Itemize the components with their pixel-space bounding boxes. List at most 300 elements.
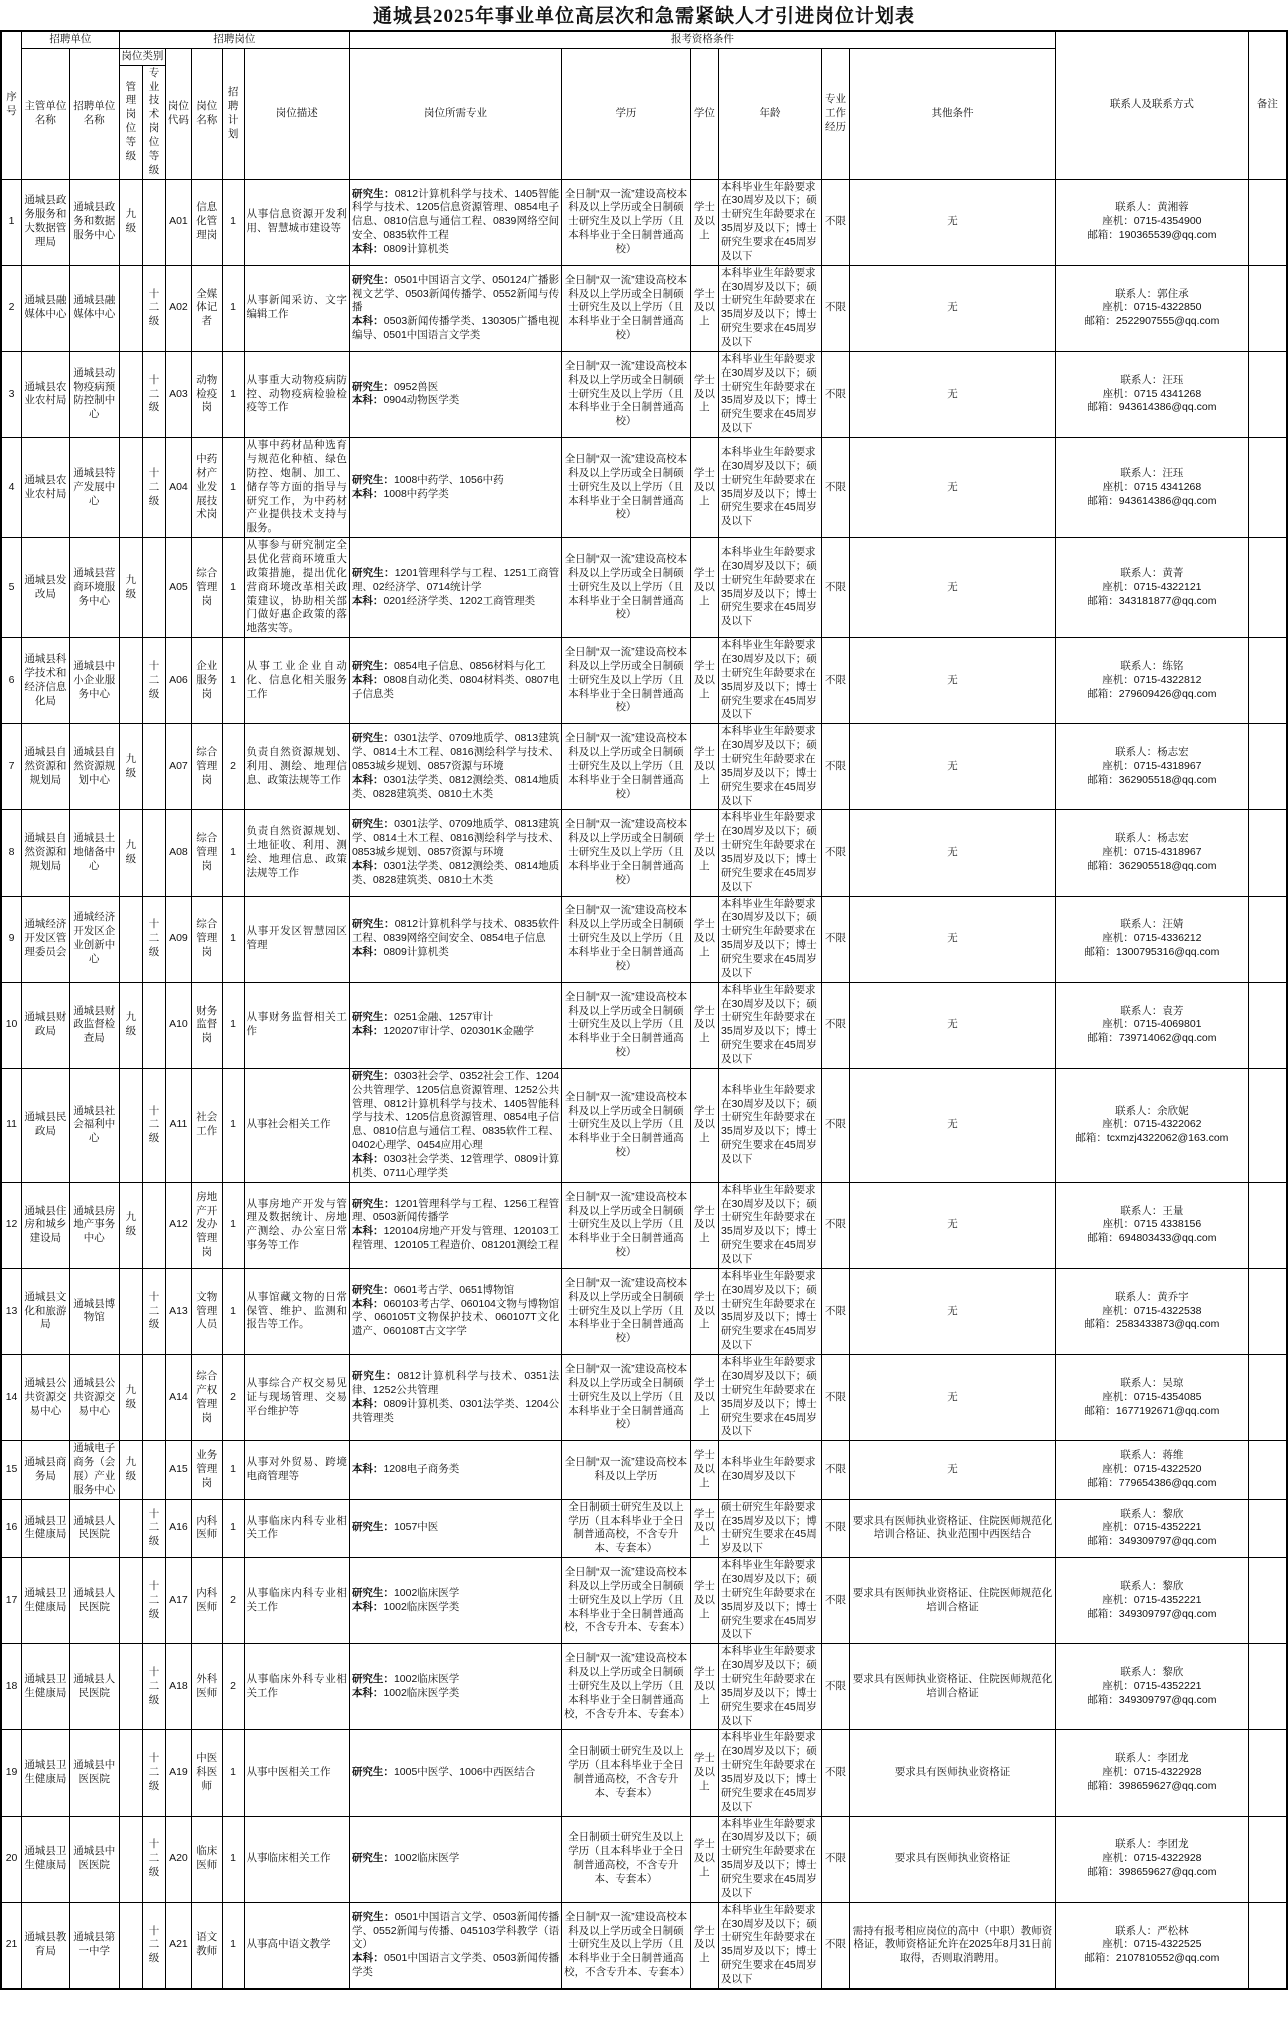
contact-phone: 座机：0715-4354900 <box>1102 215 1202 228</box>
cell-plan-count: 1 <box>222 1068 244 1182</box>
table-row <box>1 179 1287 265</box>
cell-supervisor-unit: 通城县卫生健康局 <box>22 1730 70 1816</box>
contact-name: 联系人：黄菁 <box>1120 566 1184 579</box>
cell-management-grade <box>119 265 142 351</box>
major-undergraduate-line <box>352 243 559 257</box>
cell-age: 本科毕业生年龄要求在30周岁及以下；硕士研究生年龄要求在35周岁及以下；博士研究生要求在45周岁及以下 <box>719 438 822 538</box>
major-undergraduate-label: 本科： <box>351 1600 384 1613</box>
major-graduate-value: 0812计算机科学与技术、0351法律、1252公共管理 <box>351 1369 560 1396</box>
major-undergraduate-label: 本科： <box>351 594 384 607</box>
cell-degree: 学士及以上 <box>690 1816 718 1902</box>
major-undergraduate-line <box>352 1601 559 1615</box>
major-graduate-line <box>352 1911 559 1953</box>
cell-work-experience: 不限 <box>821 1644 849 1730</box>
cell-contact <box>1055 638 1248 724</box>
cell-post-code: A21 <box>166 1902 192 1989</box>
cell-age: 本科毕业生年龄要求在30周岁及以下；硕士研究生年龄要求在35周岁及以下；博士研究生要求在45周岁及以下 <box>719 810 822 896</box>
major-undergraduate-label: 本科： <box>351 394 384 407</box>
cell-work-experience: 不限 <box>821 1068 849 1182</box>
cell-education: 全日制“双一流”建设高校本科及以上学历或全日制硕士研究生及以上学历（且本科毕业于全日制普通高校） <box>562 179 691 265</box>
major-undergraduate-line <box>352 774 559 802</box>
major-graduate-line <box>352 660 559 674</box>
cell-contact <box>1055 538 1248 638</box>
contact-phone: 座机：0715-4322062 <box>1102 1118 1202 1131</box>
cell-supervisor-unit: 通城县自然资源和规划局 <box>22 810 70 896</box>
cell-post-description: 从事新闻采访、文字编辑工作 <box>244 265 349 351</box>
cell-education: 全日制“双一流”建设高校本科及以上学历或全日制硕士研究生及以上学历（且本科毕业于全日制普通高校） <box>562 1182 691 1268</box>
major-graduate-value: 0501中国语言文学、0503新闻传播学、0552新闻与传播、045103学科教学（语文） <box>351 1910 560 1951</box>
major-graduate-line <box>352 1852 559 1866</box>
cell-other-conditions: 无 <box>850 351 1056 437</box>
contact-email: 邮箱：349309797@qq.com <box>1087 1607 1217 1620</box>
cell-post-code: A02 <box>166 265 192 351</box>
major-undergraduate-line <box>352 1025 559 1039</box>
cell-work-experience: 不限 <box>821 1499 849 1557</box>
cell-remark <box>1248 638 1287 724</box>
contact-name: 联系人：李团龙 <box>1115 1838 1189 1851</box>
contact-phone: 座机：0715-4322121 <box>1102 580 1202 593</box>
cell-post-description: 从事信息资源开发利用、智慧城市建设等 <box>244 179 349 265</box>
cell-serial-number: 20 <box>1 1816 22 1902</box>
cell-post-code: A12 <box>166 1182 192 1268</box>
cell-post-description: 从事财务监督相关工作 <box>244 982 349 1068</box>
cell-contact <box>1055 1902 1248 1989</box>
cell-age: 本科毕业生年龄要求在30周岁及以下；硕士研究生年龄要求在35周岁及以下；博士研究生要求在45周岁及以下 <box>719 1068 822 1182</box>
major-graduate-label: 研究生： <box>351 1069 395 1082</box>
major-undergraduate-line <box>352 1952 559 1980</box>
cell-other-conditions: 需持有报考相应岗位的高中（中职）教师资格证，教师资格证允许在2025年8月31日前取得，否则取消聘用。 <box>850 1902 1056 1989</box>
contact-phone: 座机：0715-4352221 <box>1102 1679 1202 1692</box>
cell-remark <box>1248 1499 1287 1557</box>
table-row <box>1 1558 1287 1644</box>
cell-post-code: A19 <box>166 1730 192 1816</box>
cell-post-code: A18 <box>166 1644 192 1730</box>
major-graduate-value: 0251金融、1257审计 <box>393 1011 494 1024</box>
contact-phone: 座机：0715-4354085 <box>1102 1390 1202 1403</box>
cell-supervisor-unit: 通城县卫生健康局 <box>22 1816 70 1902</box>
cell-post-code: A11 <box>166 1068 192 1182</box>
cell-post-description: 从事中医相关工作 <box>244 1730 349 1816</box>
contact-name: 联系人：汪珏 <box>1120 373 1184 386</box>
cell-remark <box>1248 438 1287 538</box>
cell-serial-number: 13 <box>1 1268 22 1354</box>
cell-contact <box>1055 179 1248 265</box>
contact-name: 联系人：杨志宏 <box>1115 832 1189 845</box>
cell-contact <box>1055 982 1248 1068</box>
cell-contact <box>1055 1068 1248 1182</box>
cell-contact <box>1055 810 1248 896</box>
cell-serial-number: 15 <box>1 1441 22 1499</box>
cell-serial-number: 16 <box>1 1499 22 1557</box>
major-undergraduate-value: 0301法学类、0812测绘类、0814地质类、0828建筑类、0810土木类 <box>351 859 560 886</box>
cell-other-conditions: 无 <box>850 538 1056 638</box>
major-undergraduate-label: 本科： <box>351 1397 384 1410</box>
cell-technical-grade: 十二级 <box>142 1902 165 1989</box>
cell-other-conditions: 要求具有医师执业资格证、住院医师规范化培训合格证 <box>850 1558 1056 1644</box>
major-undergraduate-label: 本科： <box>351 1463 384 1475</box>
cell-plan-count: 1 <box>222 1268 244 1354</box>
col-header-remark: 备注 <box>1248 31 1287 179</box>
col-group-qualifications: 报考资格条件 <box>349 31 1055 48</box>
cell-management-grade <box>119 438 142 538</box>
contact-name: 联系人：杨志宏 <box>1115 746 1189 759</box>
cell-remark <box>1248 982 1287 1068</box>
table-row <box>1 1068 1287 1182</box>
cell-management-grade <box>119 1558 142 1644</box>
cell-age: 本科毕业生年龄要求在30周岁及以下；硕士研究生年龄要求在35周岁及以下；博士研究生要求在45周岁及以下 <box>719 982 822 1068</box>
cell-supervisor-unit: 通城县财政局 <box>22 982 70 1068</box>
cell-education: 全日制“双一流”建设高校本科及以上学历或全日制硕士研究生及以上学历（且本科毕业于全日制普通高校） <box>562 265 691 351</box>
cell-plan-count: 1 <box>222 265 244 351</box>
cell-other-conditions: 无 <box>850 724 1056 810</box>
cell-management-grade <box>119 1730 142 1816</box>
cell-work-experience: 不限 <box>821 179 849 265</box>
cell-technical-grade: 十二级 <box>142 896 165 982</box>
cell-age: 本科毕业生年龄要求在30周岁及以下；硕士研究生年龄要求在35周岁及以下；博士研究生要求在45周岁及以下 <box>719 724 822 810</box>
cell-supervisor-unit: 通城县发改局 <box>22 538 70 638</box>
cell-supervisor-unit: 通城县公共资源交易中心 <box>22 1355 70 1441</box>
major-graduate-value: 0301法学、0709地质学、0813建筑学、0814土木工程、0816测绘科学与技术、0853城乡规划、0857资源与环境 <box>351 732 560 772</box>
cell-required-major <box>349 438 561 538</box>
major-graduate-label: 研究生： <box>351 1910 395 1923</box>
cell-plan-count: 2 <box>222 1558 244 1644</box>
cell-other-conditions: 无 <box>850 1268 1056 1354</box>
cell-serial-number: 12 <box>1 1182 22 1268</box>
cell-contact <box>1055 1816 1248 1902</box>
cell-employer-unit: 通城县公共资源交易中心 <box>69 1355 119 1441</box>
cell-work-experience: 不限 <box>821 1902 849 1989</box>
cell-remark <box>1248 810 1287 896</box>
major-graduate-value: 1201管理科学与工程、1251工商管理、02经济学、0714统计学 <box>351 566 560 593</box>
cell-education: 全日制硕士研究生及以上学历（且本科毕业于全日制普通高校，不含专升本、专套本） <box>562 1816 691 1902</box>
table-header <box>1 31 1287 179</box>
col-header-age: 年龄 <box>719 48 822 179</box>
cell-employer-unit: 通城县营商环境服务中心 <box>69 538 119 638</box>
contact-email: 邮箱：739714062@qq.com <box>1087 1032 1217 1045</box>
cell-work-experience: 不限 <box>821 1268 849 1354</box>
cell-post-name: 全媒体记者 <box>191 265 222 351</box>
major-graduate-value: 1201管理科学与工程、1256工程管理、0503新闻传播学 <box>351 1197 560 1224</box>
cell-education: 全日制“双一流”建设高校本科及以上学历或全日制硕士研究生及以上学历（且本科毕业于全日制普通高校） <box>562 724 691 810</box>
col-group-recruiting-unit: 招聘单位 <box>22 31 120 48</box>
cell-post-name: 文物管理人员 <box>191 1268 222 1354</box>
contact-name: 联系人：黎欣 <box>1120 1579 1184 1592</box>
cell-post-name: 综合管理岗 <box>191 538 222 638</box>
cell-supervisor-unit: 通城县农业农村局 <box>22 351 70 437</box>
cell-contact <box>1055 1268 1248 1354</box>
cell-required-major <box>349 265 561 351</box>
cell-work-experience: 不限 <box>821 1441 849 1499</box>
contact-name: 联系人：黄湘蓉 <box>1115 201 1189 214</box>
cell-post-name: 综合管理岗 <box>191 724 222 810</box>
cell-age: 本科毕业生年龄要求在30周岁及以下；硕士研究生年龄要求在35周岁及以下；博士研究生要求在45周岁及以下 <box>719 1902 822 1989</box>
cell-serial-number: 4 <box>1 438 22 538</box>
cell-management-grade: 九级 <box>119 1441 142 1499</box>
contact-email: 邮箱：2522907555@qq.com <box>1084 315 1220 328</box>
major-graduate-label: 研究生： <box>351 659 394 672</box>
cell-contact <box>1055 896 1248 982</box>
contact-phone: 座机：0715 4338156 <box>1102 1218 1202 1231</box>
contact-phone: 座机：0715-4318967 <box>1102 759 1202 772</box>
major-graduate-label: 研究生： <box>351 1521 394 1534</box>
cell-required-major <box>349 1644 561 1730</box>
cell-plan-count: 2 <box>222 1644 244 1730</box>
cell-other-conditions: 无 <box>850 982 1056 1068</box>
major-graduate-line <box>352 381 559 395</box>
col-group-post-category: 岗位类别 <box>119 48 165 65</box>
cell-work-experience: 不限 <box>821 1816 849 1902</box>
cell-supervisor-unit: 通城县文化和旅游局 <box>22 1268 70 1354</box>
contact-phone: 座机：0715-4352221 <box>1102 1593 1202 1606</box>
major-undergraduate-value: 060103考古学、060104文物与博物馆学、060105T文物保护技术、060107T文化遗产、060108T古文字学 <box>351 1297 560 1338</box>
col-header-plan-count: 招聘计划 <box>222 48 244 179</box>
cell-contact <box>1055 351 1248 437</box>
cell-post-name: 综合管理岗 <box>191 896 222 982</box>
cell-remark <box>1248 1441 1287 1499</box>
cell-other-conditions: 无 <box>850 1441 1056 1499</box>
cell-post-description: 从事参与研究制定全县优化营商环境重大政策措施，提出优化营商环境改革相关政策建议，协助相关部门做好惠企政策的落地落实等。 <box>244 538 349 638</box>
cell-remark <box>1248 1730 1287 1816</box>
cell-age: 硕士研究生年龄要求在35周岁及以下；博士研究生要求在45周岁及以下 <box>719 1499 822 1557</box>
contact-email: 邮箱：349309797@qq.com <box>1087 1535 1217 1548</box>
major-undergraduate-label: 本科： <box>351 673 384 686</box>
major-graduate-line <box>352 1521 559 1535</box>
cell-age: 本科毕业生年龄要求在30周岁及以下；硕士研究生年龄要求在35周岁及以下；博士研究生要求在45周岁及以下 <box>719 1644 822 1730</box>
cell-work-experience: 不限 <box>821 265 849 351</box>
major-graduate-line <box>352 1673 559 1687</box>
cell-post-code: A03 <box>166 351 192 437</box>
cell-remark <box>1248 1268 1287 1354</box>
col-header-employer-unit: 招聘单位名称 <box>69 48 119 179</box>
cell-other-conditions: 无 <box>850 438 1056 538</box>
cell-degree: 学士及以上 <box>690 1355 718 1441</box>
contact-email: 邮箱：398659627@qq.com <box>1087 1866 1217 1879</box>
major-undergraduate-line <box>352 394 559 408</box>
cell-education: 全日制“双一流”建设高校本科及以上学历或全日制硕士研究生及以上学历（且本科毕业于全日制普通高校） <box>562 1268 691 1354</box>
contact-name: 联系人：袁芳 <box>1120 1004 1184 1017</box>
cell-plan-count: 1 <box>222 538 244 638</box>
cell-degree: 学士及以上 <box>690 1902 718 1989</box>
major-graduate-line <box>352 732 559 774</box>
major-undergraduate-line <box>352 595 559 609</box>
cell-remark <box>1248 896 1287 982</box>
cell-technical-grade <box>142 1441 165 1499</box>
cell-required-major <box>349 1441 561 1499</box>
cell-post-code: A10 <box>166 982 192 1068</box>
major-undergraduate-value: 1002临床医学类 <box>383 1600 460 1613</box>
contact-name: 联系人：汪婧 <box>1120 918 1184 931</box>
cell-management-grade: 九级 <box>119 810 142 896</box>
cell-work-experience: 不限 <box>821 638 849 724</box>
contact-email: 邮箱：1677192671@qq.com <box>1084 1404 1220 1417</box>
cell-post-name: 社会工作 <box>191 1068 222 1182</box>
cell-post-description: 从事临床内科专业相关工作 <box>244 1499 349 1557</box>
col-header-management-grade: 管理岗位等级 <box>119 65 142 179</box>
table-row <box>1 1730 1287 1816</box>
cell-serial-number: 7 <box>1 724 22 810</box>
cell-age: 本科毕业生年龄要求在30周岁及以下；硕士研究生年龄要求在35周岁及以下；博士研究生要求在45周岁及以下 <box>719 896 822 982</box>
cell-serial-number: 6 <box>1 638 22 724</box>
major-graduate-label: 研究生： <box>351 566 395 579</box>
major-undergraduate-line <box>352 1298 559 1340</box>
cell-supervisor-unit: 通城县商务局 <box>22 1441 70 1499</box>
cell-remark <box>1248 1068 1287 1182</box>
cell-remark <box>1248 1816 1287 1902</box>
cell-remark <box>1248 1355 1287 1441</box>
major-graduate-label: 研究生： <box>351 1369 398 1382</box>
cell-work-experience: 不限 <box>821 1558 849 1644</box>
major-undergraduate-label: 本科： <box>351 773 384 786</box>
contact-email: 邮箱：343181877@qq.com <box>1087 594 1217 607</box>
major-undergraduate-value: 120104房地产开发与管理、120103工程管理、120105工程造价、081201测绘工程 <box>351 1225 560 1252</box>
cell-serial-number: 17 <box>1 1558 22 1644</box>
cell-post-description: 从事重大动物疫病防控、动物疫病检验检疫等工作 <box>244 351 349 437</box>
major-graduate-value: 0303社会学、0352社会工作、1204公共管理学、1205信息资源管理、1252公共管理、0812计算机科学与技术、1405智能科学与技术、1205信息资源管理、0854电子信息、0810信息与通信工程、0835软件工程、0402心理学、0454应用心理 <box>351 1069 560 1152</box>
cell-technical-grade: 十二级 <box>142 1558 165 1644</box>
contact-name: 联系人：黎欣 <box>1120 1666 1184 1679</box>
cell-other-conditions: 要求具有医师执业资格证、住院医师规范化培训合格证、执业范围中西医结合 <box>850 1499 1056 1557</box>
contact-phone: 座机：0715-4322525 <box>1102 1938 1202 1951</box>
cell-degree: 学士及以上 <box>690 538 718 638</box>
major-graduate-label: 研究生： <box>351 1766 394 1779</box>
contact-email: 邮箱：349309797@qq.com <box>1087 1693 1217 1706</box>
cell-post-name: 中药材产业发展技术岗 <box>191 438 222 538</box>
major-undergraduate-value: 0809计算机类 <box>383 946 449 959</box>
major-undergraduate-line <box>352 1225 559 1253</box>
major-graduate-line <box>352 1370 559 1398</box>
major-graduate-line <box>352 474 559 488</box>
major-graduate-label: 研究生： <box>351 1586 394 1599</box>
cell-degree: 学士及以上 <box>690 724 718 810</box>
cell-other-conditions: 无 <box>850 1068 1056 1182</box>
contact-email: 邮箱：2583433873@qq.com <box>1084 1318 1220 1331</box>
major-graduate-label: 研究生： <box>351 273 395 286</box>
major-undergraduate-value: 0809计算机类、0301法学类、1204公共管理类 <box>351 1397 560 1424</box>
cell-education: 全日制“双一流”建设高校本科及以上学历或全日制硕士研究生及以上学历（且本科毕业于全日制普通高校） <box>562 638 691 724</box>
cell-management-grade <box>119 638 142 724</box>
cell-required-major <box>349 896 561 982</box>
cell-contact <box>1055 265 1248 351</box>
cell-serial-number: 10 <box>1 982 22 1068</box>
table-row <box>1 810 1287 896</box>
cell-education: 全日制“双一流”建设高校本科及以上学历或全日制硕士研究生及以上学历（且本科毕业于全日制普通高校） <box>562 538 691 638</box>
contact-phone: 座机：0715-4318967 <box>1102 846 1202 859</box>
major-graduate-value: 0854电子信息、0856材料与化工 <box>393 659 546 672</box>
cell-employer-unit: 通城县人民医院 <box>69 1499 119 1557</box>
cell-employer-unit: 通城县人民医院 <box>69 1558 119 1644</box>
cell-other-conditions: 无 <box>850 1182 1056 1268</box>
cell-age: 本科毕业生年龄要求在30周岁及以下；硕士研究生年龄要求在35周岁及以下；博士研究生要求在45周岁及以下 <box>719 265 822 351</box>
major-undergraduate-value: 1008中药学类 <box>383 487 449 500</box>
major-graduate-value: 0301法学、0709地质学、0813建筑学、0814土木工程、0816测绘科学与技术、0853城乡规划、0857资源与环境 <box>351 818 560 859</box>
major-graduate-label: 研究生： <box>351 380 394 393</box>
cell-degree: 学士及以上 <box>690 1644 718 1730</box>
cell-degree: 学士及以上 <box>690 1268 718 1354</box>
major-undergraduate-label: 本科： <box>351 946 384 959</box>
cell-degree: 学士及以上 <box>690 982 718 1068</box>
cell-employer-unit: 通城县房地产事务中心 <box>69 1182 119 1268</box>
cell-education: 全日制“双一流”建设高校本科及以上学历或全日制硕士研究生及以上学历（且本科毕业于全日制普通高校） <box>562 1355 691 1441</box>
cell-education: 全日制“双一流”建设高校本科及以上学历或全日制硕士研究生及以上学历（且本科毕业于全日制普通高校） <box>562 438 691 538</box>
table-body <box>1 179 1287 1989</box>
cell-employer-unit: 通城县中小企业服务中心 <box>69 638 119 724</box>
major-undergraduate-line <box>352 1687 559 1701</box>
cell-degree: 学士及以上 <box>690 810 718 896</box>
cell-post-code: A17 <box>166 1558 192 1644</box>
cell-technical-grade <box>142 1355 165 1441</box>
cell-serial-number: 5 <box>1 538 22 638</box>
major-graduate-line <box>352 1070 559 1153</box>
cell-technical-grade: 十二级 <box>142 1268 165 1354</box>
cell-post-description: 负责自然资源规划、利用、测绘、地理信息、政策法规等工作 <box>244 724 349 810</box>
cell-technical-grade <box>142 538 165 638</box>
cell-post-name: 内科医师 <box>191 1558 222 1644</box>
cell-remark <box>1248 1902 1287 1989</box>
cell-employer-unit: 通城县自然资源规划中心 <box>69 724 119 810</box>
cell-employer-unit: 通城经济开发区企业创新中心 <box>69 896 119 982</box>
contact-phone: 座机：0715 4341268 <box>1102 387 1202 400</box>
cell-post-description: 从事高中语文教学 <box>244 1902 349 1989</box>
cell-required-major <box>349 724 561 810</box>
contact-email: 邮箱：694803433@qq.com <box>1087 1232 1217 1245</box>
cell-supervisor-unit: 通城县卫生健康局 <box>22 1558 70 1644</box>
cell-work-experience: 不限 <box>821 810 849 896</box>
cell-contact <box>1055 1355 1248 1441</box>
cell-post-code: A07 <box>166 724 192 810</box>
contact-email: 邮箱：943614386@qq.com <box>1087 494 1217 507</box>
major-undergraduate-label: 本科： <box>351 315 384 328</box>
major-graduate-label: 研究生： <box>351 1197 395 1210</box>
contact-name: 联系人：李团龙 <box>1115 1752 1189 1765</box>
cell-degree: 学士及以上 <box>690 1068 718 1182</box>
cell-management-grade <box>119 1644 142 1730</box>
major-graduate-value: 1057中医 <box>393 1521 439 1534</box>
table-row <box>1 638 1287 724</box>
cell-work-experience: 不限 <box>821 724 849 810</box>
cell-post-description: 从事中药材品种选育与规范化种植、绿色防控、炮制、加工、储存等方面的指导与研究工作，为中药材产业提供技术支持与服务。 <box>244 438 349 538</box>
major-undergraduate-label: 本科： <box>351 487 384 500</box>
major-undergraduate-line <box>352 1153 559 1181</box>
cell-post-name: 临床医师 <box>191 1816 222 1902</box>
cell-degree: 学士及以上 <box>690 265 718 351</box>
cell-employer-unit: 通城县动物疫病预防控制中心 <box>69 351 119 437</box>
cell-education: 全日制“双一流”建设高校本科及以上学历或全日制硕士研究生及以上学历（且本科毕业于全日制普通高校，不含专升本、专套本） <box>562 1644 691 1730</box>
cell-plan-count: 1 <box>222 1816 244 1902</box>
cell-management-grade: 九级 <box>119 982 142 1068</box>
cell-technical-grade: 十二级 <box>142 351 165 437</box>
cell-post-code: A08 <box>166 810 192 896</box>
major-undergraduate-value: 1002临床医学类 <box>383 1686 460 1699</box>
major-graduate-value: 0812计算机科学与技术、0835软件工程、0839网络空间安全、0854电子信息 <box>351 918 560 945</box>
cell-education: 全日制“双一流”建设高校本科及以上学历或全日制硕士研究生及以上学历（且本科毕业于全日制普通高校） <box>562 810 691 896</box>
cell-employer-unit: 通城县人民医院 <box>69 1644 119 1730</box>
cell-education: 全日制“双一流”建设高校本科及以上学历 <box>562 1441 691 1499</box>
cell-post-description: 从事开发区智慧园区管理 <box>244 896 349 982</box>
cell-work-experience: 不限 <box>821 1355 849 1441</box>
cell-technical-grade: 十二级 <box>142 438 165 538</box>
cell-serial-number: 19 <box>1 1730 22 1816</box>
contact-email: 邮箱：190365539@qq.com <box>1087 229 1217 242</box>
cell-plan-count: 2 <box>222 724 244 810</box>
major-undergraduate-value: 0501中国语言文学类、0503新闻传播学类 <box>351 1952 560 1979</box>
cell-employer-unit: 通城县中医医院 <box>69 1816 119 1902</box>
cell-contact <box>1055 438 1248 538</box>
col-header-other-conditions: 其他条件 <box>850 48 1056 179</box>
cell-employer-unit: 通城县博物馆 <box>69 1268 119 1354</box>
cell-post-description: 从事馆藏文物的日常保管、维护、监测和报告等工作。 <box>244 1268 349 1354</box>
table-row <box>1 1441 1287 1499</box>
major-undergraduate-value: 0503新闻传播学类、130305广播电视编导、0501中国语言文学类 <box>351 315 560 342</box>
